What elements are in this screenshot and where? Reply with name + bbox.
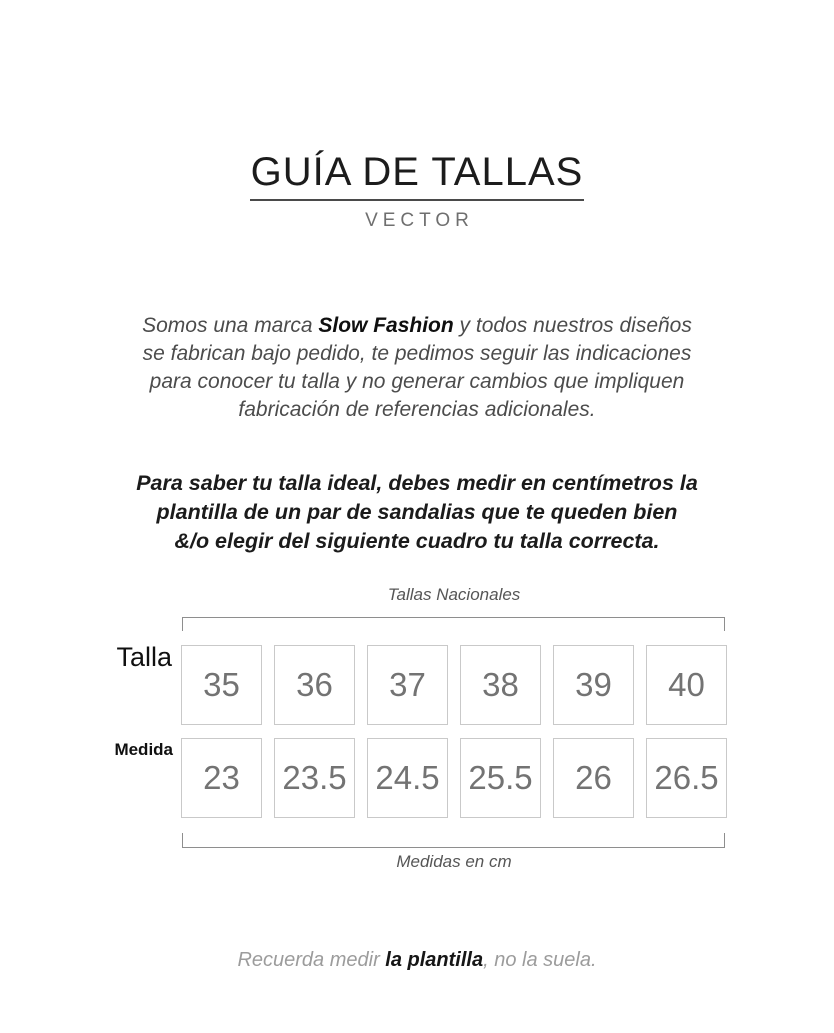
row-label-talla: Talla: [116, 642, 172, 672]
medida-cell: 26.5: [646, 738, 727, 818]
talla-cell: 35: [181, 645, 262, 725]
plantilla-highlight: la plantilla: [385, 949, 484, 971]
table-caption-bottom: Medidas en cm: [396, 852, 512, 871]
row-label-medida: Medida: [114, 740, 173, 759]
instructions-line: Para saber tu talla ideal, debes medir en centímetros la: [136, 470, 698, 495]
top-bracket: [182, 617, 725, 631]
medida-cell: 26: [553, 738, 634, 818]
intro-paragraph: [0, 312, 834, 424]
talla-cell: 39: [553, 645, 634, 725]
intro-text: Somos una marca: [142, 314, 319, 337]
footer-text: , no la suela.: [483, 949, 597, 971]
intro-line: [0, 312, 834, 340]
brand-name: VECTOR: [365, 210, 474, 231]
talla-cell: 37: [367, 645, 448, 725]
talla-row: [181, 645, 727, 725]
page-title: GUÍA DE TALLAS: [250, 150, 584, 194]
medida-row: [181, 738, 727, 818]
header: [0, 150, 834, 232]
instructions-paragraph: [0, 469, 834, 556]
title-underline: [250, 199, 584, 201]
intro-line: para conocer tu talla y no generar cambios que impliquen: [149, 370, 685, 393]
talla-cell: 38: [460, 645, 541, 725]
intro-line: fabricación de referencias adicionales.: [238, 398, 596, 421]
intro-text: y todos nuestros diseños: [453, 314, 692, 337]
instructions-line: &/o elegir del siguiente cuadro tu talla correcta.: [174, 528, 660, 553]
medida-cell: 24.5: [367, 738, 448, 818]
table-caption-top: Tallas Nacionales: [387, 585, 521, 604]
medida-cell: 23: [181, 738, 262, 818]
slow-fashion-highlight: Slow Fashion: [318, 314, 454, 337]
intro-line: se fabrican bajo pedido, te pedimos seguir las indicaciones: [142, 342, 692, 365]
medida-cell: 23.5: [274, 738, 355, 818]
footer-text: Recuerda medir: [237, 949, 386, 971]
talla-cell: 36: [274, 645, 355, 725]
medida-cell: 25.5: [460, 738, 541, 818]
footer-note: [0, 949, 834, 972]
instructions-line: plantilla de un par de sandalias que te queden bien: [156, 499, 678, 524]
bottom-bracket: [182, 833, 725, 848]
talla-cell: 40: [646, 645, 727, 725]
